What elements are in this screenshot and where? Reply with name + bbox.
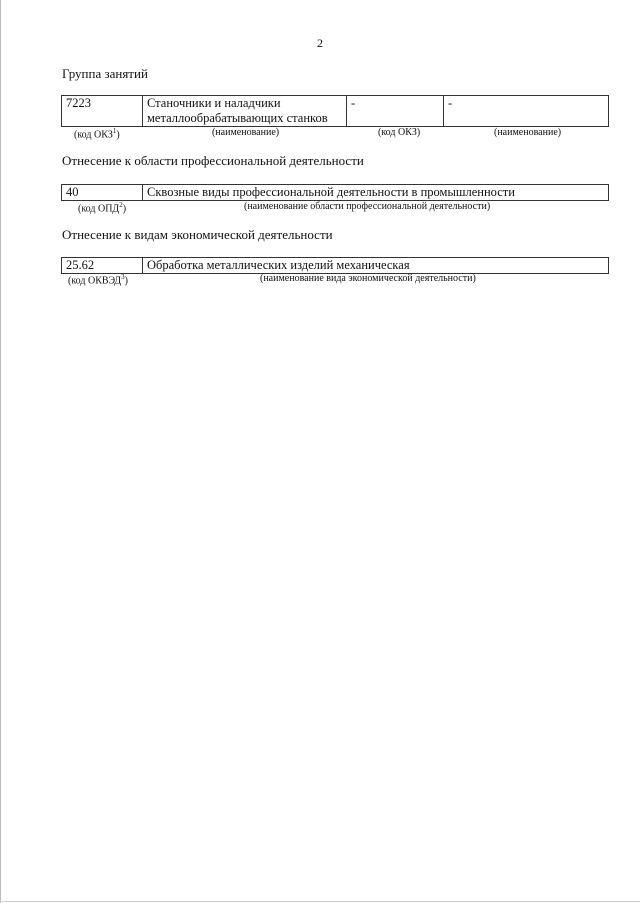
- caption-okz-name-2: (наименование): [494, 127, 562, 138]
- caption-opd-name: (наименование области профессиональной деятельности): [244, 201, 491, 212]
- occupation-group-title: Группа занятий: [62, 66, 148, 81]
- opd-code-cell: 40: [62, 185, 143, 201]
- opd-name-cell: Сквозные виды профессиональной деятельности в промышленности: [143, 185, 609, 201]
- economic-activity-captions: [0, 273, 640, 287]
- caption-okz-name: (наименование): [212, 127, 280, 138]
- scan-edge-bottom: [0, 901, 640, 902]
- okz-name-cell: Станочники и наладчики металлообрабатывающих станков: [143, 96, 347, 127]
- occupation-group-table: [61, 95, 609, 127]
- caption-okz-code: (код ОКЗ$^1$): [74, 127, 120, 141]
- caption-opd-code: (код ОПД$^2$): [78, 201, 127, 215]
- caption-okved-code: (код ОКВЭД$^3$): [68, 273, 128, 287]
- okz-name-cell-2: -: [444, 96, 609, 127]
- occupation-group-captions: [0, 127, 640, 141]
- professional-area-title: Отнесение к области профессиональной деятельности: [62, 153, 364, 168]
- professional-area-table: [61, 184, 609, 201]
- caption-okz-code-2: (код ОКЗ): [378, 127, 421, 138]
- economic-activity-title: Отнесение к видам экономической деятельности: [62, 227, 333, 242]
- okved-code-cell: 25.62: [62, 258, 143, 274]
- okz-code-cell: 7223: [62, 96, 143, 127]
- caption-okved-name: (наименование вида экономической деятельности): [260, 273, 476, 284]
- okved-name-cell: Обработка металлических изделий механическая: [143, 258, 609, 274]
- page-number: 2: [317, 36, 323, 50]
- okz-code-cell-2: -: [347, 96, 444, 127]
- professional-area-captions: [0, 201, 640, 215]
- economic-activity-table: [61, 257, 609, 274]
